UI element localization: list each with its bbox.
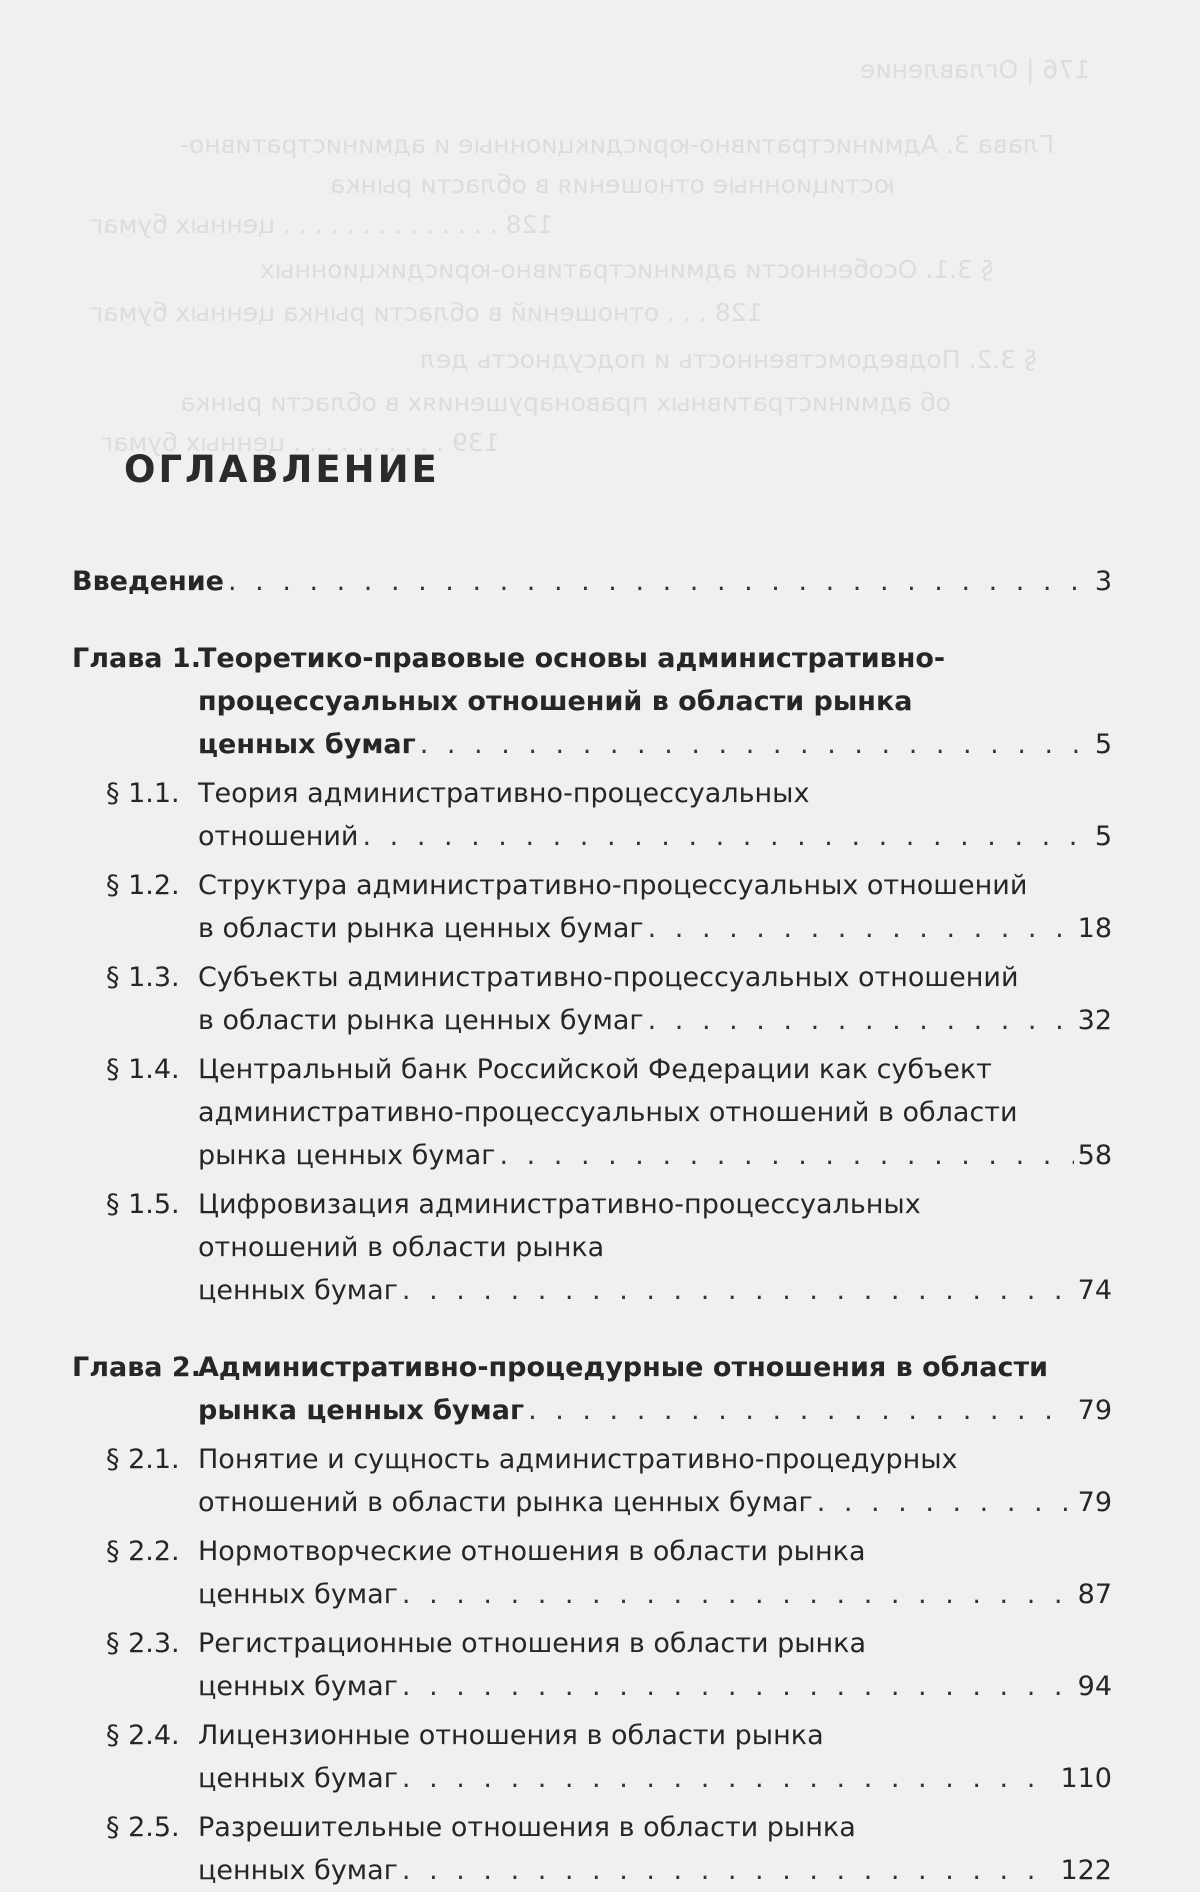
toc-entry-title-line: Теоретико-правовые основы административно- bbox=[198, 643, 946, 674]
toc-entry-page-number: 79 bbox=[1077, 1395, 1112, 1426]
toc-entry-title bbox=[198, 1530, 1112, 1616]
toc-entry-page-number: 79 bbox=[1077, 1487, 1112, 1518]
toc-entry-number: § 2.3. bbox=[106, 1628, 180, 1659]
toc-entry-section[interactable] bbox=[72, 864, 1112, 950]
toc-entry-title-line: Введение bbox=[72, 566, 224, 597]
dot-leader bbox=[402, 1665, 1074, 1708]
toc-entry-title-line: Понятие и сущность административно-процедурных bbox=[198, 1444, 958, 1475]
toc-entry-title-line: в области рынка ценных бумаг bbox=[198, 913, 644, 944]
show-through-line-8: 139 . . . . . . . . . . ценных бумаг bbox=[100, 428, 500, 457]
toc-entry-number: § 2.1. bbox=[106, 1444, 180, 1475]
toc-entry-section[interactable] bbox=[72, 1714, 1112, 1800]
toc-entry-title-line: отношений bbox=[198, 821, 359, 852]
toc-entry-title-line: Теория административно-процессуальных bbox=[198, 778, 810, 809]
toc-entry-last-line bbox=[72, 560, 1112, 603]
toc-entry-last-line bbox=[198, 1269, 1112, 1312]
toc-entry-last-line bbox=[198, 1134, 1112, 1177]
show-through-line-7: об административных правонарушениях в области рынка bbox=[180, 388, 951, 417]
toc-entry-section[interactable] bbox=[72, 1530, 1112, 1616]
toc-entry-last-line bbox=[198, 999, 1112, 1042]
toc-entry-title bbox=[198, 864, 1112, 950]
show-through-line-3: 128 . . . . . . . . . . . . . . ценных бумаг bbox=[90, 210, 554, 239]
toc-entry-number: § 1.2. bbox=[106, 870, 180, 901]
toc-entry-title-line: рынка ценных бумаг bbox=[198, 1395, 525, 1426]
toc-entry-title-line: ценных бумаг bbox=[198, 1579, 398, 1610]
toc-entry-number: § 1.5. bbox=[106, 1189, 180, 1220]
toc-entry-title-line: Нормотворческие отношения в области рынка bbox=[198, 1536, 866, 1567]
dot-leader bbox=[817, 1481, 1074, 1524]
show-through-header: 176 | Оглавление bbox=[860, 55, 1091, 84]
toc-entry-page-number: 5 bbox=[1094, 729, 1112, 760]
toc-entry-title-line: ценных бумаг bbox=[198, 1855, 398, 1886]
toc-entry-number: Глава 1. bbox=[72, 643, 201, 674]
dot-leader bbox=[420, 723, 1091, 766]
toc-entry-page-number: 58 bbox=[1077, 1140, 1112, 1171]
toc-entry-title-line: Субъекты административно-процессуальных отношений bbox=[198, 962, 1019, 993]
toc-entry-section[interactable] bbox=[72, 1806, 1112, 1892]
toc-entry-title-line: Центральный банк Российской Федерации как субъект bbox=[198, 1054, 992, 1085]
show-through-line-1: Глава 3. Административно-юрисдикционные и административно- bbox=[180, 130, 1055, 159]
toc-entry-page-number: 5 bbox=[1094, 821, 1112, 852]
dot-leader bbox=[648, 999, 1074, 1042]
toc-entry-section[interactable] bbox=[72, 1048, 1112, 1177]
toc-entry-title-line: ценных бумаг bbox=[198, 1275, 398, 1306]
toc-entry-page-number: 18 bbox=[1077, 913, 1112, 944]
toc-entry-title bbox=[198, 772, 1112, 858]
toc-entry-page-number: 122 bbox=[1060, 1855, 1112, 1886]
toc-entry-number: § 2.2. bbox=[106, 1536, 180, 1567]
dot-leader bbox=[402, 1269, 1074, 1312]
toc-entry-title-line: Административно-процедурные отношения в области bbox=[198, 1352, 1049, 1383]
toc-entry-title-line: ценных бумаг bbox=[198, 1763, 398, 1794]
toc-entry-title-line: отношений в области рынка bbox=[198, 1232, 605, 1263]
toc-entry-section[interactable] bbox=[72, 1183, 1112, 1312]
toc-entry-title-line: Разрешительные отношения в области рынка bbox=[198, 1812, 856, 1843]
toc-entry-last-line bbox=[198, 1573, 1112, 1616]
show-through-line-2: юстиционные отношения в области рынка bbox=[330, 170, 895, 199]
toc-entry-title-line: Лицензионные отношения в области рынка bbox=[198, 1720, 824, 1751]
dot-leader bbox=[228, 560, 1091, 603]
dot-leader bbox=[528, 1389, 1074, 1432]
toc-entry-chapter[interactable] bbox=[72, 1346, 1112, 1432]
toc-entry-page-number: 110 bbox=[1060, 1763, 1112, 1794]
table-of-contents bbox=[72, 560, 1112, 1892]
toc-entry-title-line: процессуальных отношений в области рынка bbox=[198, 686, 913, 717]
toc-entry-title bbox=[198, 1183, 1112, 1312]
show-through-line-6: § 3.2. Подведомственность и подсудность дел bbox=[420, 345, 1037, 374]
toc-entry-page-number: 32 bbox=[1077, 1005, 1112, 1036]
toc-entry-title-line: ценных бумаг bbox=[198, 729, 416, 760]
toc-entry-page-number: 3 bbox=[1094, 566, 1112, 597]
toc-entry-title bbox=[198, 956, 1112, 1042]
toc-entry-last-line bbox=[198, 1389, 1112, 1432]
toc-entry-title bbox=[198, 637, 1112, 766]
toc-entry-number: § 2.5. bbox=[106, 1812, 180, 1843]
toc-entry-last-line bbox=[198, 1757, 1112, 1800]
dot-leader bbox=[402, 1573, 1074, 1616]
toc-entry-title-line: Регистрационные отношения в области рынка bbox=[198, 1628, 867, 1659]
toc-entry-page-number: 74 bbox=[1077, 1275, 1112, 1306]
toc-entry-title bbox=[198, 1622, 1112, 1708]
toc-entry-title-line: Структура административно-процессуальных отношений bbox=[198, 870, 1028, 901]
toc-entry-number: § 2.4. bbox=[106, 1720, 180, 1751]
dot-leader bbox=[648, 907, 1074, 950]
dot-leader bbox=[499, 1134, 1073, 1177]
toc-entry-number: § 1.4. bbox=[106, 1054, 180, 1085]
toc-entry-title bbox=[198, 1048, 1112, 1177]
toc-entry-title bbox=[72, 560, 1112, 603]
toc-entry-number: § 1.1. bbox=[106, 778, 180, 809]
toc-entry-number: Глава 2. bbox=[72, 1352, 201, 1383]
toc-entry-last-line bbox=[198, 1481, 1112, 1524]
toc-entry-last-line bbox=[198, 1849, 1112, 1892]
toc-entry-page-number: 94 bbox=[1077, 1671, 1112, 1702]
toc-entry-title-line: ценных бумаг bbox=[198, 1671, 398, 1702]
toc-entry-title-line: административно-процессуальных отношений в области bbox=[198, 1097, 1018, 1128]
toc-entry-section[interactable] bbox=[72, 772, 1112, 858]
toc-entry-section[interactable] bbox=[72, 1622, 1112, 1708]
toc-entry-last-line bbox=[198, 907, 1112, 950]
toc-entry-section[interactable] bbox=[72, 956, 1112, 1042]
toc-entry-page-number: 87 bbox=[1077, 1579, 1112, 1610]
show-through-line-5: 128 . . . отношений в области рынка ценных бумаг bbox=[90, 298, 763, 327]
dot-leader bbox=[402, 1757, 1057, 1800]
dot-leader bbox=[402, 1849, 1057, 1892]
toc-entry-title-line: в области рынка ценных бумаг bbox=[198, 1005, 644, 1036]
toc-entry-last-line bbox=[198, 815, 1112, 858]
toc-entry-title-line: рынка ценных бумаг bbox=[198, 1140, 496, 1171]
toc-entry-chapter[interactable] bbox=[72, 637, 1112, 766]
toc-entry-last-line bbox=[198, 1665, 1112, 1708]
toc-entry-title-line: отношений в области рынка ценных бумаг bbox=[198, 1487, 813, 1518]
show-through-line-4: § 3.1. Особенности административно-юрисдикционных bbox=[260, 255, 994, 284]
toc-entry-title bbox=[198, 1346, 1112, 1432]
toc-entry-title bbox=[198, 1806, 1112, 1892]
toc-entry-title bbox=[198, 1714, 1112, 1800]
toc-entry-number: § 1.3. bbox=[106, 962, 180, 993]
dot-leader bbox=[362, 815, 1090, 858]
toc-entry-intro[interactable] bbox=[72, 560, 1112, 603]
toc-entry-last-line bbox=[198, 723, 1112, 766]
toc-entry-title-line: Цифровизация административно-процессуальных bbox=[198, 1189, 921, 1220]
toc-entry-section[interactable] bbox=[72, 1438, 1112, 1524]
toc-entry-title bbox=[198, 1438, 1112, 1524]
toc-title: ОГЛАВЛЕНИЕ bbox=[124, 448, 440, 491]
